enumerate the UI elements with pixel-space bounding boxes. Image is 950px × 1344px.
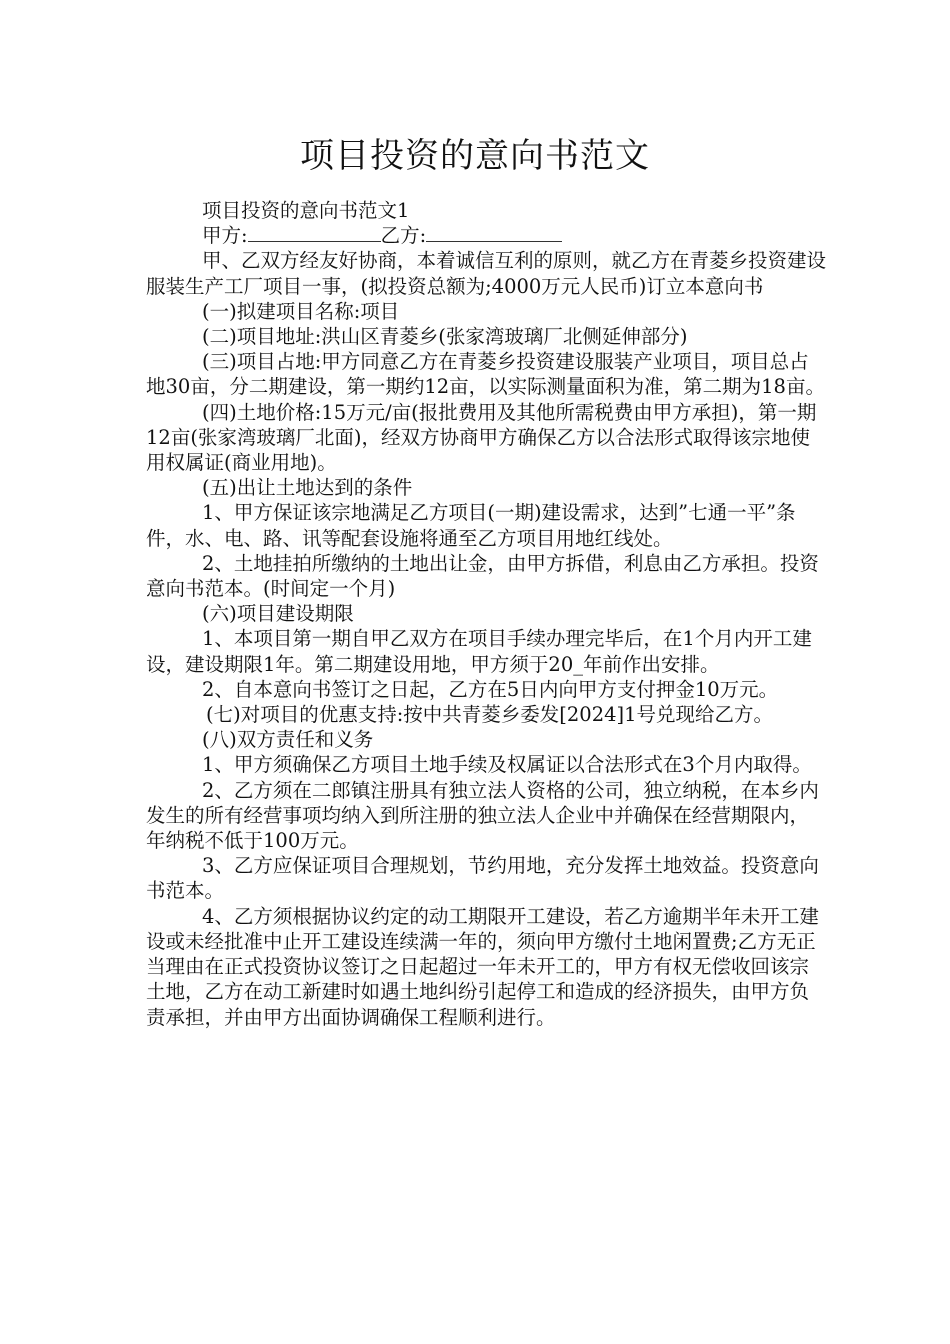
document-body [146,198,826,1030]
party-a-label: 甲方: [202,224,248,248]
paragraph: (五)出让土地达到的条件 [202,476,413,500]
party-a-blank [248,223,381,242]
paragraph: 1、本项目第一期自甲乙双方在项目手续办理完毕后，在1个月内开工建设，建设期限1年。第二期建设用地，甲方须于20_年前作出安排。 [146,627,812,676]
paragraph: (二)项目地址:洪山区青菱乡(张家湾玻璃厂北侧延伸部分) [202,325,688,349]
party-b-label: 乙方: [380,224,427,248]
paragraph: (七)对项目的优惠支持:按中共青菱乡委发[2024]1号兑现给乙方。 [206,703,774,727]
paragraph: 1、甲方须确保乙方项目土地手续及权属证以合法形式在3个月内取得。 [202,753,812,777]
document-title: 项目投资的意向书范文 [300,136,650,176]
paragraph: 2、土地挂拍所缴纳的土地出让金，由甲方拆借，利息由乙方承担。投资意向书范本。(时间定一个月) [146,551,819,601]
paragraph: (四)土地价格:15万元/亩(报批费用及其他所需税费由甲方承担)，第一期12亩(张家湾玻璃厂北面)，经双方协商甲方确保乙方以合法形式取得该宗地使用权属证(商业用地)。 [146,400,817,475]
paragraph: (一)拟建项目名称:项目 [202,299,400,323]
paragraph: (三)项目占地:甲方同意乙方在青菱乡投资建设服装产业项目，项目总占地30亩，分二期建设，第一期约12亩，以实际测量面积为准，第二期为18亩。 [146,350,825,399]
subtitle: 项目投资的意向书范文1 [202,199,410,222]
paragraph: 1、甲方保证该宗地满足乙方项目(一期)建设需求，达到”七通一平”条件，水、电、路、讯等配套设施将通至乙方项目用地红线处。 [146,501,796,550]
paragraph: (六)项目建设期限 [202,602,354,626]
parties-line [146,223,826,248]
paragraph: 2、自本意向书签订之日起，乙方在5日内向甲方支付押金10万元。 [202,677,779,701]
paragraph: 2、乙方须在二郎镇注册具有独立法人资格的公司，独立纳税，在本乡内发生的所有经营事项均纳入到所注册的独立法人企业中并确保在经营期限内，年纳税不低于100万元。 [146,778,819,853]
paragraph: 3、乙方应保证项目合理规划，节约用地，充分发挥土地效益。投资意向书范本。 [146,854,819,903]
paragraph: 4、乙方须根据协议约定的动工期限开工建设，若乙方逾期半年未开工建设或未经批准中止开工建设连续满一年的，须向甲方缴付土地闲置费;乙方无正当理由在正式投资协议签订之日起超过一年未开工的，甲方有权无偿收回该宗土地，乙方在动工新建时如遇土地纠纷引起停工和造成的经济损失，由甲方负责承担，并由甲方出面协调确保工程顺利进行。 [146,904,819,1029]
paragraph: 甲、乙双方经友好协商，本着诚信互利的原则，就乙方在青菱乡投资建设服装生产工厂项目一事，(拟投资总额为;4000万元人民币)订立本意向书 [146,249,827,298]
paragraph: (八)双方责任和义务 [202,728,374,752]
party-b-blank [426,223,562,242]
